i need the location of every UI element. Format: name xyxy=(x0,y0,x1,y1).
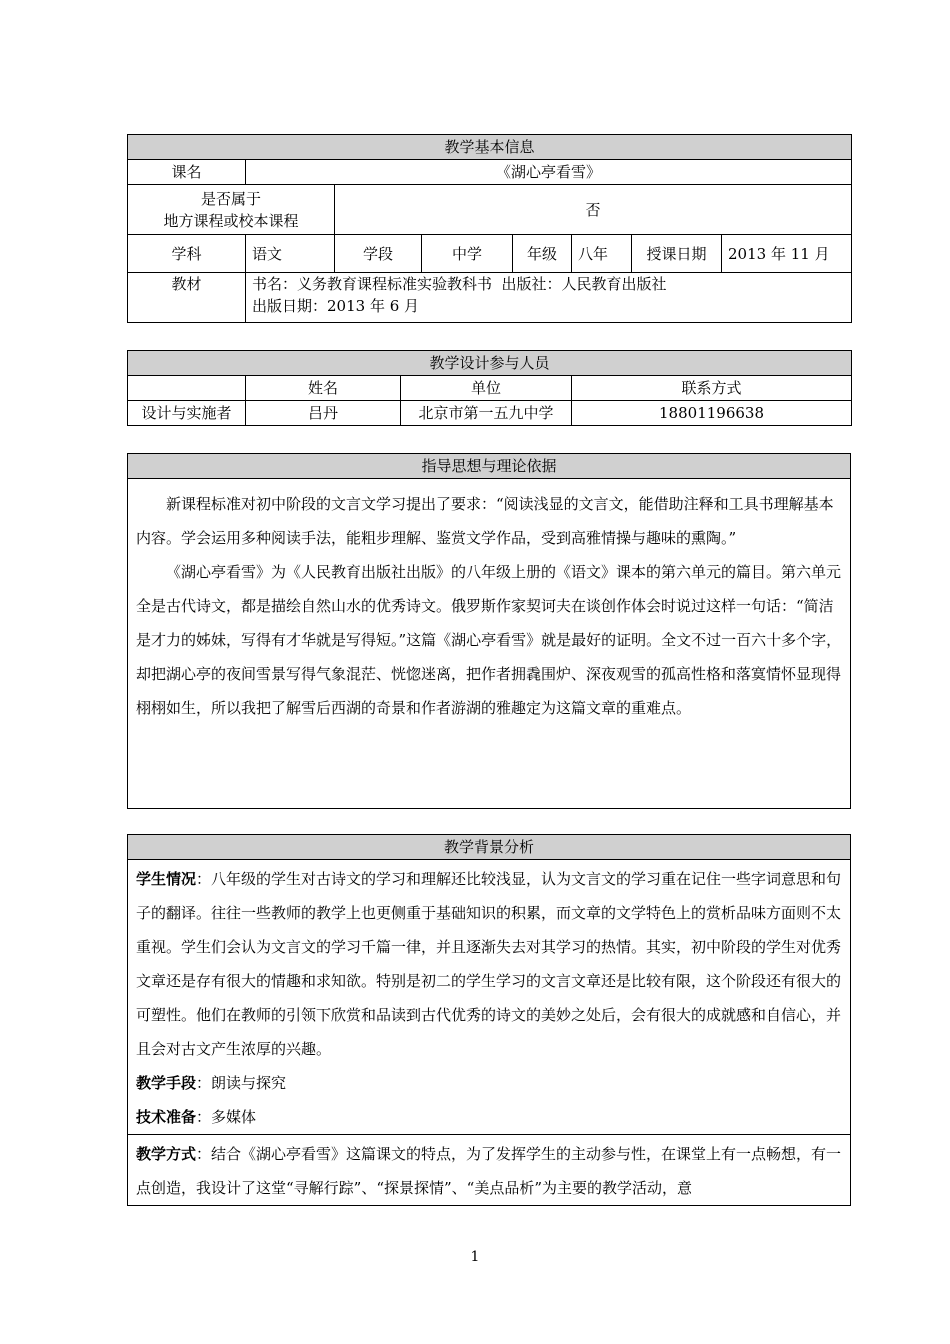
material-line2: 出版日期：2013 年 6 月 xyxy=(252,297,420,315)
course-label: 课名 xyxy=(128,160,246,185)
participants-table xyxy=(127,350,852,426)
participant-unit: 北京市第一五九中学 xyxy=(401,401,572,426)
participants-blank-cell xyxy=(128,376,246,401)
theory-header: 指导思想与理论依据 xyxy=(128,454,851,479)
date-label: 授课日期 xyxy=(632,235,722,273)
theory-table xyxy=(127,453,851,809)
means-paragraph xyxy=(136,1066,842,1100)
method-label: 教学方式 xyxy=(136,1145,197,1163)
participants-header: 教学设计参与人员 xyxy=(128,351,852,376)
participant-contact: 18801196638 xyxy=(572,401,852,426)
basic-info-header: 教学基本信息 xyxy=(128,135,852,160)
method-text: ：结合《湖心亭看雪》这篇课文的特点，为了发挥学生的主动参与性，在课堂上有一点畅想，有一点创造，我设计了这堂“寻解行踪”、“探景探情”、“美点品析”为主要的教学活动，意 xyxy=(136,1145,842,1197)
grade-value: 八年 xyxy=(572,235,632,273)
material-label: 教材 xyxy=(128,273,246,323)
theory-paragraph-2: 《湖心亭看雪》为《人民教育出版社出版》的八年级上册的《语文》课本的第六单元的篇目。第六单元全是古代诗文，都是描绘自然山水的优秀诗文。俄罗斯作家契诃夫在谈创作体会时说过这样一句话：“简洁是才力的姊妹，写得有才华就是写得短。”这篇《湖心亭看雪》就是最好的证明。全文不过一百六十多个字，却把湖心亭的夜间雪景写得气象混茫、恍惚迷离，把作者拥毳围炉、深夜观雪的孤高性格和落寞情怀显现得栩栩如生，所以我把了解雪后西湖的奇景和作者游湖的雅趣定为这篇文章的重难点。 xyxy=(136,563,842,717)
local-course-label-line2: 地方课程或校本课程 xyxy=(163,211,299,230)
course-value: 《湖心亭看雪》 xyxy=(246,160,852,185)
material-value xyxy=(246,273,852,323)
stage-label: 学段 xyxy=(335,235,422,273)
subject-value: 语文 xyxy=(246,235,335,273)
method-paragraph xyxy=(136,1137,842,1205)
tech-text: ：多媒体 xyxy=(196,1108,257,1126)
local-course-value: 否 xyxy=(335,185,852,235)
means-label: 教学手段 xyxy=(136,1074,197,1092)
background-header: 教学背景分析 xyxy=(128,835,851,860)
theory-body xyxy=(128,479,851,809)
method-body xyxy=(128,1135,851,1206)
background-body xyxy=(128,860,851,1135)
participant-name: 吕丹 xyxy=(246,401,401,426)
col-name: 姓名 xyxy=(246,376,401,401)
page-number: 1 xyxy=(470,1249,480,1265)
local-course-label-line1: 是否属于 xyxy=(200,189,261,208)
stage-value: 中学 xyxy=(422,235,513,273)
tech-label: 技术准备 xyxy=(136,1108,197,1126)
students-text: ：八年级的学生对古诗文的学习和理解还比较浅显，认为文言文的学习重在记住一些字词意思和句子的翻译。往往一些教师的教学上也更侧重于基础知识的积累，而文章的文学特色上的赏析品味方面则不太重视。学生们会认为文言文的学习千篇一律，并且逐渐失去对其学习的热情。其实，初中阶段的学生对优秀文章还是存有很大的情趣和求知欲。特别是初二的学生学习的文言文章还是比较有限，这个阶段还有很大的可塑性。他们在教师的引领下欣赏和品读到古代优秀的诗文的美妙之处后，会有很大的成就感和自信心，并且会对古文产生浓厚的兴趣。 xyxy=(136,870,842,1058)
col-contact: 联系方式 xyxy=(572,376,852,401)
students-paragraph xyxy=(136,862,842,1066)
material-line1: 书名：义务教育课程标准实验教科书 出版社：人民教育出版社 xyxy=(252,275,667,293)
date-value: 2013 年 11 月 xyxy=(722,235,852,273)
theory-paragraph-1: 新课程标准对初中阶段的文言文学习提出了要求：“阅读浅显的文言文，能借助注释和工具书理解基本内容。学会运用多种阅读手法，能粗步理解、鉴赏文学作品，受到高雅情操与趣味的熏陶。” xyxy=(136,495,834,547)
students-label: 学生情况 xyxy=(136,870,197,888)
subject-label: 学科 xyxy=(128,235,246,273)
participant-role: 设计与实施者 xyxy=(128,401,246,426)
tech-paragraph xyxy=(136,1100,842,1134)
local-course-label xyxy=(128,185,335,235)
basic-info-table xyxy=(127,134,852,323)
grade-label: 年级 xyxy=(513,235,572,273)
col-unit: 单位 xyxy=(401,376,572,401)
background-table xyxy=(127,834,851,1206)
means-text: ：朗读与探究 xyxy=(196,1074,287,1092)
